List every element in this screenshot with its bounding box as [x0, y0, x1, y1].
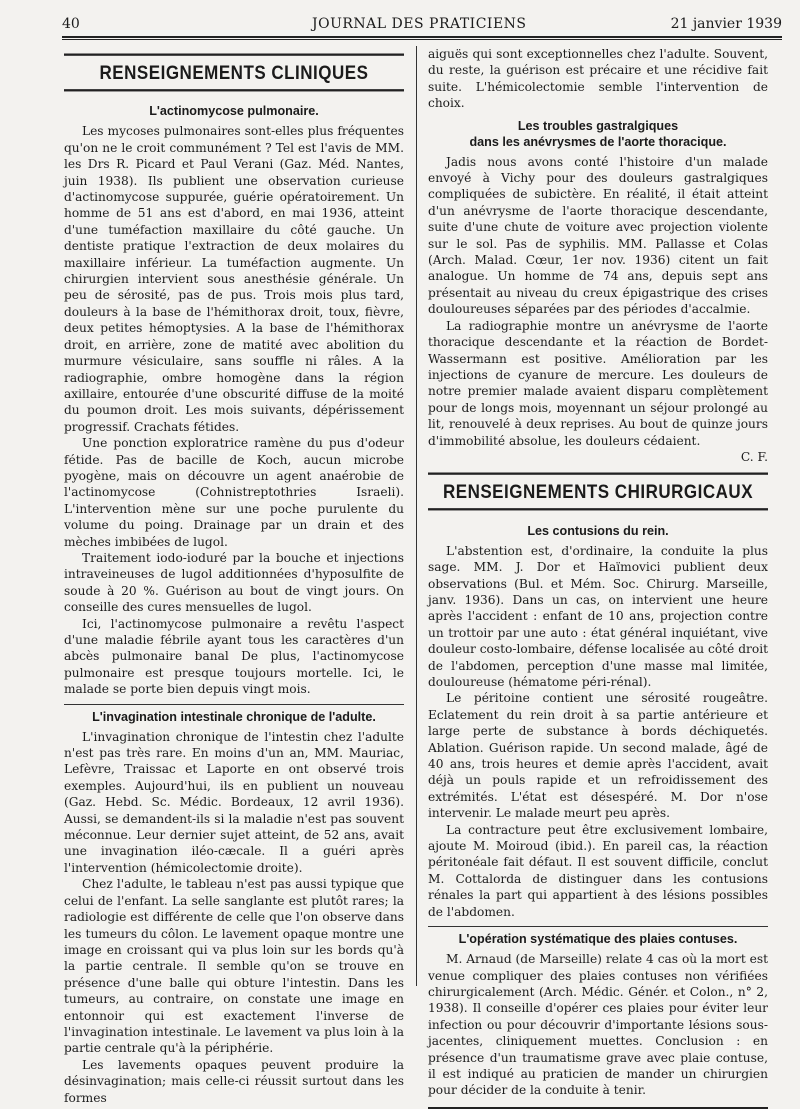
article-title-plaies: L'opération systématique des plaies contuses.	[428, 926, 768, 947]
paragraph: M. Arnaud (de Marseille) relate 4 cas où la mort est venue compliquer des plaies contuses non vérifiées chirurgicalement (Arch. Médic. Génér. et Colon., n° 2, 1938). Il conseille d'opérer ces plaies pour éviter leur infection ou pour découvrir d'importante lésions sous-jacentes, cliniquement muettes. Conclusion : en présence d'un traumatisme grave avec plaie contuse, il est indiqué au praticien de mander un chirurgien pour décider de la conduite à tenir.	[428, 952, 768, 1098]
paragraph: Chez l'adulte, le tableau n'est pas aussi typique que celui de l'enfant. La selle sanglante est plutôt rares; la radiologie est différente de celle que l'on observe dans les tumeurs du côlon. Le lavement opaque montre une image en croissant qui va plus loin sur les bords qu'à la partie centrale. Il semble qu'on se trouve en présence d'une balle qui obture l'intestin. Dans les tumeurs, au contraire, on constate une image en entonnoir qui est exactement l'inverse de l'invagination intestinale. Le lavement va plus loin à la partie centrale qu'à la périphérie.	[64, 877, 404, 1056]
right-column	[428, 46, 768, 1109]
paragraph: Traitement iodo-ioduré par la bouche et injections intraveineuses de lugol additionnées d'hyposulfite de soude à 20 %. Guérison au bout de vingt jours. On conseille des cures mensuelles de lugol.	[64, 550, 404, 615]
article-title-actinomycose: L'actinomycose pulmonaire.	[149, 104, 319, 119]
header-rule-thin	[62, 39, 782, 40]
paragraph: La contracture peut être exclusivement lombaire, ajoute M. Moiroud (ibid.). En pareil cas, la réaction péritonéale fait défaut. Il est souvent difficile, conclut M. Cottalorda de distinguer dans les contusions rénales la part qui appartient à des lésions possibles de l'abdomen.	[428, 822, 768, 919]
paragraph: Jadis nous avons conté l'histoire d'un malade envoyé à Vichy pour des douleurs gastralgiques compliquées de subictère. En réalité, il était atteint d'un anévrysme de l'aorte thoracique descendante, suite d'une chute de voiture avec projection violente sur le sol. Pas de syphilis. MM. Pallasse et Colas (Arch. Malad. Cœur, 1er nov. 1936) citent un fait analogue. Un homme de 74 ans, depuis sept ans présentait au niveau du creux épigastrique des crises douloureuses séparées par des périodes d'accalmie.	[428, 154, 768, 317]
paragraph: Une ponction exploratrice ramène du pus d'odeur fétide. Pas de bacille de Koch, aucun microbe pyogène, mais on découvre un agent anaérobie de l'actinomycose (Cohnistreptothries Israeli). L'intervention mène sur une poche purulente du volume du poing. Drainage par un drain et des mèches imbibées de lugol.	[64, 436, 404, 549]
journal-title: JOURNAL DES PRATICIENS	[312, 16, 527, 32]
paragraph: Les mycoses pulmonaires sont-elles plus fréquentes qu'on ne le croit communément ? Tel est l'avis de MM. les Drs R. Picard et Paul Verani (Gaz. Méd. Nantes, juin 1938). Ils publient une observation curieuse d'actinomycose suppurée, guérie opératoirement. Un homme de 51 ans est d'abord, en mai 1936, atteint d'une tuméfaction maxillaire du côté gauche. Un dentiste pratique l'extraction de deux molaires du maxillaire inférieur. La tuméfaction augmente. Un chirurgien intervient sous anesthésie générale. Un peu de sérosité, pas de pus. Trois mois plus tard, douleurs à la base de l'hémithorax droit, toux, fièvre, deux petites hémoptysies. A la base de l'hémithorax droit, en arrière, zone de matité avec abolition du murmure vésiculaire, sans souffle ni râles. A la radiographie, ombre homogène dans la région axillaire, entourée d'une obscurité diffuse de la moité du poumon droit. Les mois suivants, dépérissement progressif. Crachats fétides.	[64, 124, 404, 434]
header-rule	[62, 36, 782, 38]
paragraph: Les lavements opaques peuvent produire la désinvagination; mais celle-ci réussit surtout dans les formes	[64, 1057, 404, 1105]
paragraph: L'invagination chronique de l'intestin chez l'adulte n'est pas très rare. En moins d'un an, MM. Mauriac, Lefèvre, Traissac et Laporte en ont observé trois exemples. Aujourd'hui, ils en publient un nouveau (Gaz. Hebd. Sc. Médic. Bordeaux, 12 avril 1936). Aussi, se demandent-ils si la maladie n'est pas souvent méconnue. Leur dernier sujet atteint, de 52 ans, avait une invagination iléo-cæcale. Il a guéri après l'intervention (hémicolectomie droite).	[64, 729, 404, 875]
article-title-contusions: Les contusions du rein.	[527, 523, 669, 538]
paragraph: L'abstention est, d'ordinaire, la conduite la plus sage. MM. J. Dor et Haïmovici publient deux observations (Bul. et Mém. Soc. Chirurg. Marseille, janv. 1936). Dans un cas, on intervient une heure après l'accident : enfant de 10 ans, projection contre un trottoir par une auto : état général inquiétant, vive douleur costo-lombaire, défense localisée au côté droit de l'abdomen, perception d'une masse mal limitée, douloureuse (hématome péri-rénal).	[428, 543, 768, 689]
article-title-line: Les troubles gastralgiques	[517, 118, 679, 133]
section-title-cliniques: RENSEIGNEMENTS CLINIQUES	[64, 53, 404, 91]
continued-paragraph: aiguës qui sont exceptionnelles chez l'adulte. Souvent, du reste, la guérison est précaire et une récidive fait suite. L'hémicolectomie semble l'intervention de choix.	[428, 47, 768, 111]
author-signature: C. F.	[740, 449, 768, 464]
paragraph: La radiographie montre un anévrysme de l'aorte thoracique descendante et la réaction de Bordet-Wassermann est positive. Amélioration par les injections de cyanure de mercure. Les douleurs de notre premier malade avaient disparu complètement pour de longs mois, moyennant un séjour prolongé au lit, renouvelé à deux reprises. Au bout de quinze jours d'immobilité absolue, les douleurs cédaient.	[428, 318, 768, 448]
left-column	[64, 46, 404, 1106]
paragraph: Ici, l'actinomycose pulmonaire a revêtu l'aspect d'une maladie fébrile ayant tous les caractères d'un abcès pulmonaire banal De plus, l'actinomycose pulmonaire est presque toujours mortelle. Ici, le malade se porte bien depuis vingt mois.	[64, 616, 404, 697]
column-divider	[416, 46, 417, 986]
issue-date: 21 janvier 1939	[670, 16, 782, 32]
section-title-chirurgicaux: RENSEIGNEMENTS CHIRURGICAUX	[428, 473, 768, 511]
article-title-troubles	[428, 118, 768, 150]
page-number: 40	[62, 16, 80, 32]
article-title-invagination: L'invagination intestinale chronique de l'adulte.	[64, 704, 404, 725]
column-end-rule	[428, 1107, 768, 1109]
paragraph: Le péritoine contient une sérosité rougeâtre. Eclatement du rein droit à sa partie antérieure et large perte de substance à bords déchiquetés. Ablation. Guérison rapide. Un second malade, âgé de 40 ans, trois heures et demie après l'accident, avait déjà un pouls rapide et un refroidissement des extrémités. L'état est désespéré. M. Dor n'ose intervenir. Le malade meurt peu après.	[428, 691, 768, 821]
article-title-line: dans les anévrysmes de l'aorte thoracique.	[469, 134, 727, 149]
